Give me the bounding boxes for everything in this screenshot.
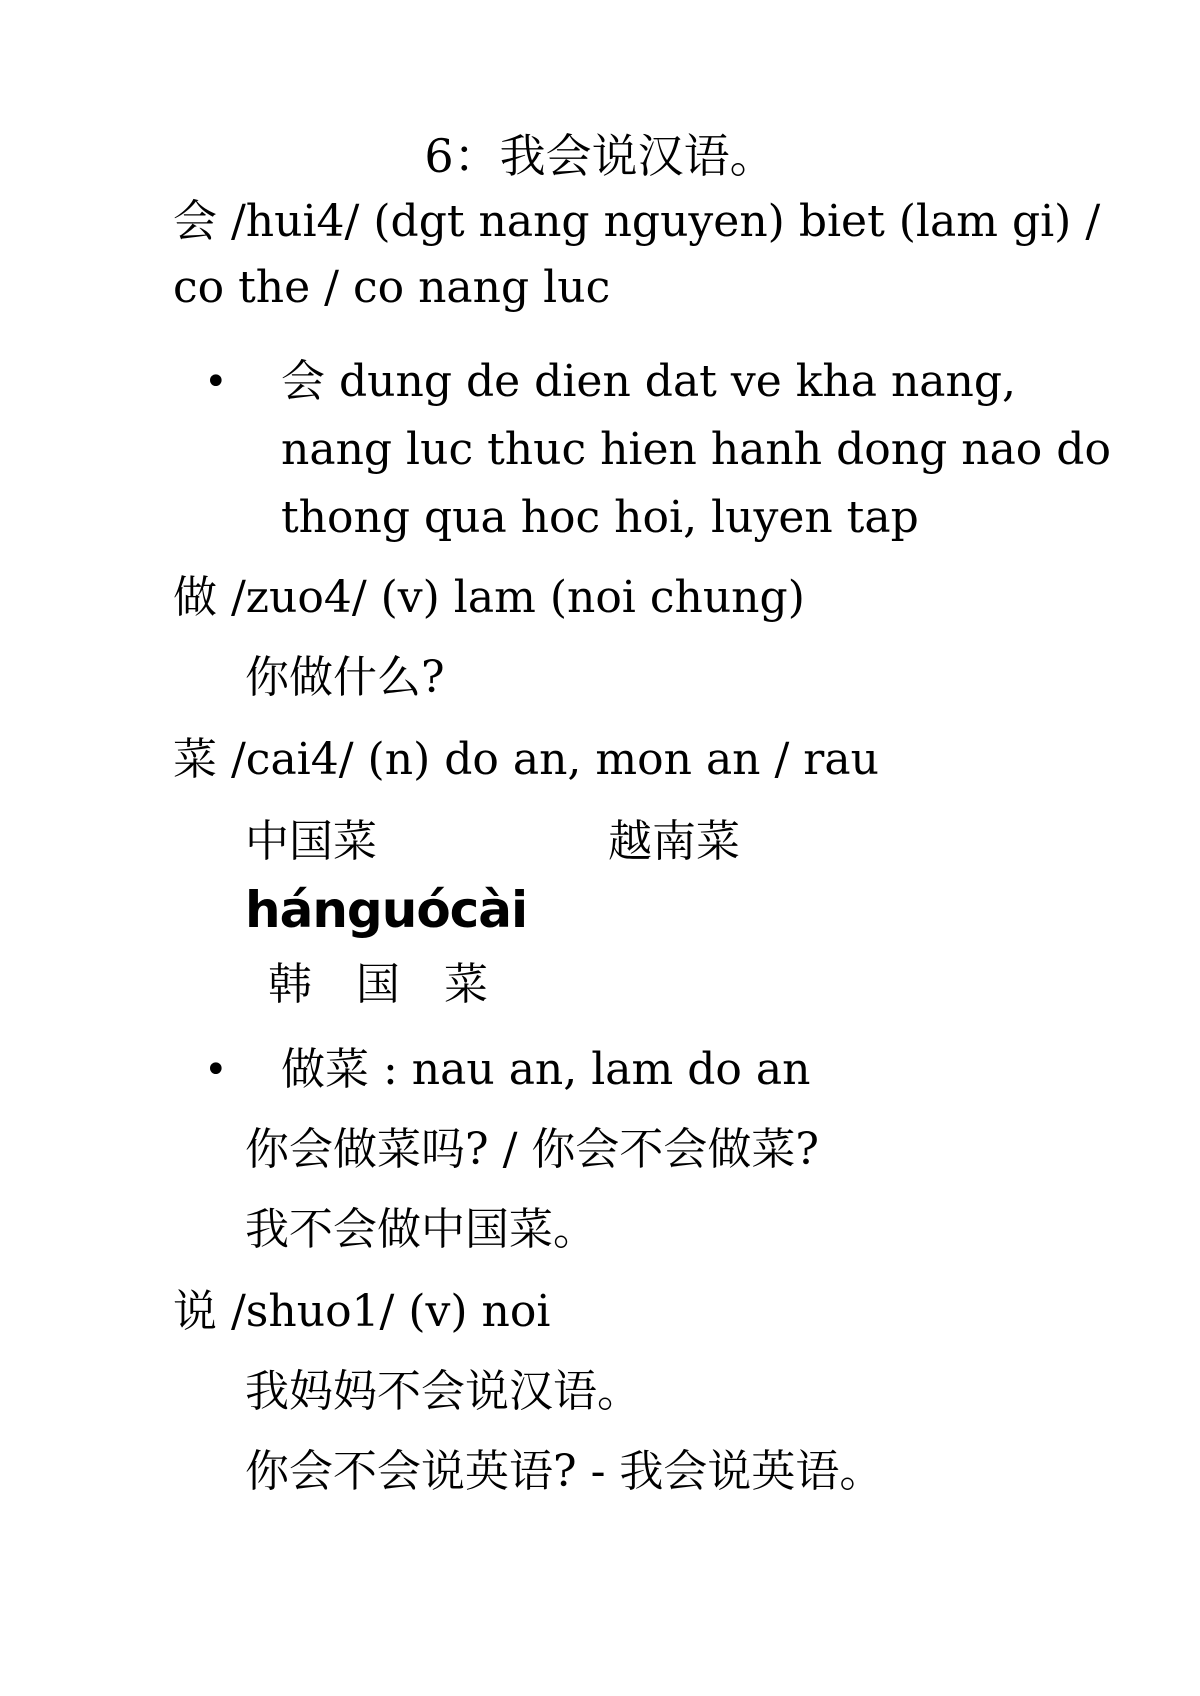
entry-cai-pinyin: hánguócài: [245, 881, 528, 939]
bullet-icon: •: [204, 1047, 228, 1093]
entry-hui-note-line1: 会 dung de dien dat ve kha nang,: [281, 356, 1017, 407]
entry-hui-line2: co the / co nang luc: [173, 262, 611, 313]
entry-cai-hanzi: [268, 955, 532, 1015]
entry-shuo-example1: 我妈妈不会说汉语。: [245, 1366, 641, 1417]
entry-cai-example3: 我不会做中国菜。: [245, 1204, 597, 1255]
entry-hui-note-line3: thong qua hoc hoi, luyen tap: [281, 492, 919, 543]
entry-cai-line: 菜 /cai4/ (n) do an, mon an / rau: [173, 734, 879, 785]
entry-cai-example-right: 越南菜: [608, 816, 740, 867]
hanzi-char: 国: [356, 959, 400, 1010]
entry-hui-line1: 会 /hui4/ (dgt nang nguyen) biet (lam gi) /: [173, 196, 1101, 247]
entry-shuo-line: 说 /shuo1/ (v) noi: [173, 1286, 551, 1337]
entry-zuo-line: 做 /zuo4/ (v) lam (noi chung): [173, 572, 805, 623]
hanzi-char: 韩: [268, 959, 312, 1010]
entry-zuo-example: 你做什么?: [245, 652, 445, 703]
entry-cai-example-left: 中国菜: [245, 816, 377, 867]
hanzi-char: 菜: [444, 959, 488, 1010]
entry-cai-bullet: 做菜 : nau an, lam do an: [281, 1044, 811, 1095]
lesson-title: 6：我会说汉语。: [424, 129, 776, 183]
entry-cai-example2: 你会做菜吗? / 你会不会做菜?: [245, 1124, 819, 1175]
bullet-icon: •: [204, 359, 228, 405]
entry-shuo-example2: 你会不会说英语? - 我会说英语。: [245, 1446, 884, 1497]
entry-hui-note-line2: nang luc thuc hien hanh dong nao do: [281, 424, 1111, 475]
